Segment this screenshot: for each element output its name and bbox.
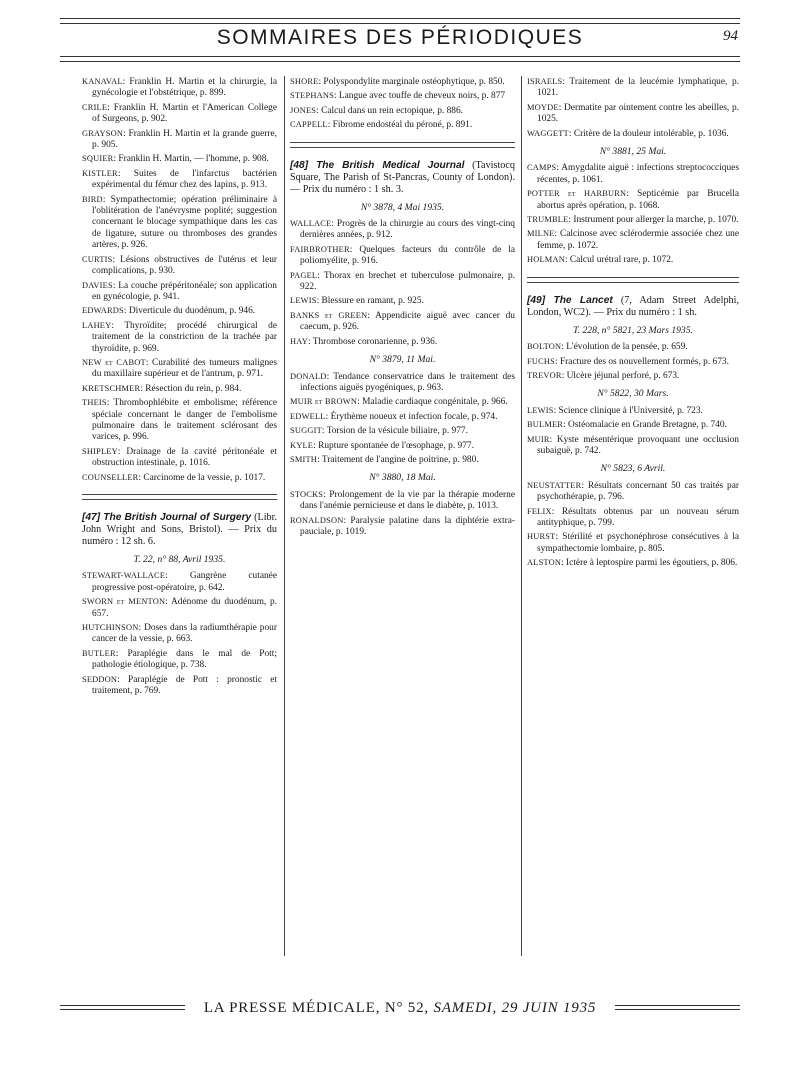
index-entry bbox=[82, 622, 277, 646]
entry-text: : Drainage de la cavité péritonéale et obstruction intestinale, p. 1016. bbox=[92, 446, 277, 469]
entry-text: : Résultats concernant 50 cas traités par psychothérapie, p. 796. bbox=[537, 480, 739, 503]
journal-heading-49 bbox=[527, 295, 739, 319]
index-entry bbox=[527, 254, 739, 266]
entry-text: : Paraplégie de Pott : pronostic et traitement, p. 769. bbox=[92, 674, 277, 697]
col2-entries-mid1 bbox=[290, 218, 515, 348]
index-entry bbox=[527, 531, 739, 555]
index-entry bbox=[527, 506, 739, 530]
entry-author: STEPHANS bbox=[290, 91, 334, 101]
entry-author: DAVIES bbox=[82, 280, 113, 290]
header-top-rule bbox=[60, 18, 740, 24]
entry-author: LEWIS bbox=[527, 405, 554, 415]
entry-text: : Thyroïdite; procédé chirurgical de traitement de la constriction de la trachée par thyroïdite, p. 969. bbox=[92, 320, 277, 354]
index-entry bbox=[527, 370, 739, 382]
entry-text: : Érythème noueux et infection focale, p. 974. bbox=[325, 411, 498, 422]
entry-author: EDWELL bbox=[290, 411, 326, 421]
index-entry bbox=[82, 674, 277, 698]
issue-heading: T. 22, n° 88, Avril 1935. bbox=[133, 554, 226, 565]
section-separator bbox=[82, 494, 277, 500]
index-entry bbox=[290, 90, 515, 102]
entry-text: : Amygdalite aiguë : infections streptococciques récentes, p. 1061. bbox=[537, 163, 739, 185]
index-entry bbox=[527, 341, 739, 353]
entry-author: SMITH bbox=[290, 454, 318, 464]
entry-author: COUNSELLER bbox=[82, 472, 139, 482]
entry-text: : Traitement de l'angine de poitrine, p. 980. bbox=[317, 454, 479, 465]
entry-text: : Curabilité des tumeurs malignes du maxillaire supérieur et de l'antrum, p. 971. bbox=[92, 357, 277, 380]
index-entry bbox=[527, 405, 739, 417]
entry-author: TREVOR bbox=[527, 370, 562, 380]
entry-text: : Fibrome endostéal du péroné, p. 891. bbox=[327, 120, 473, 131]
entry-author: CAMPS bbox=[527, 163, 557, 173]
col1-entries-top bbox=[82, 76, 277, 484]
index-entry bbox=[82, 596, 277, 620]
entry-author: JONES bbox=[290, 105, 317, 115]
entry-text: : Thorax en brechet et tuberculose pulmonaire, p. 922. bbox=[300, 270, 515, 293]
entry-author: ALSTON bbox=[527, 558, 562, 568]
entry-author: WAGGETT bbox=[527, 128, 569, 138]
col2-entries-top bbox=[290, 76, 515, 132]
journal-details: (Libr. John Wright and Sons, Bristol). — Prix du numéro : 12 sh. 6. bbox=[82, 512, 277, 547]
column-3 bbox=[527, 76, 739, 572]
index-entry bbox=[290, 489, 515, 513]
entry-author: PAGEL bbox=[290, 270, 318, 280]
index-entry bbox=[527, 419, 739, 431]
entry-text: : Langue avec touffe de cheveux noirs, p. 877 bbox=[333, 91, 506, 102]
issue-heading: N° 5823, 6 Avril. bbox=[600, 463, 666, 475]
entry-author: STOCKS bbox=[290, 489, 324, 499]
index-entry bbox=[527, 356, 739, 368]
index-entry bbox=[290, 295, 515, 307]
entry-author: MILNE bbox=[527, 229, 555, 239]
index-entry bbox=[527, 434, 739, 458]
entry-text: : Blessure en ramant, p. 925. bbox=[316, 296, 424, 307]
entry-text: : Adénome du duodénum, p. 657. bbox=[92, 597, 277, 619]
entry-author: KRETSCHMER bbox=[82, 383, 141, 393]
col3-entries-mid1 bbox=[527, 162, 739, 266]
section-separator bbox=[527, 277, 739, 283]
entry-text: : Septicémie par Brucella abortus après opération, p. 1068. bbox=[537, 189, 739, 211]
col1-entries-bottom bbox=[82, 570, 277, 697]
entry-author: SUGGIT bbox=[290, 426, 322, 436]
entry-text: : Maladie cardiaque congénitale, p. 966. bbox=[357, 397, 508, 408]
index-entry bbox=[527, 557, 739, 569]
index-entry bbox=[82, 648, 277, 672]
column-2 bbox=[290, 76, 515, 540]
col2-entries-bottom bbox=[290, 489, 515, 539]
index-entry bbox=[527, 128, 739, 140]
entry-text: : Carcinome de la vessie, p. 1017. bbox=[138, 472, 266, 483]
issue-heading: N° 3879, 11 Mai. bbox=[369, 354, 436, 366]
index-entry bbox=[290, 454, 515, 466]
entry-author: TRUMBLE bbox=[527, 215, 569, 225]
entry-text: : Rupture spontanée de l'œsophage, p. 977. bbox=[313, 440, 474, 451]
entry-text: : L'évolution de la pensée, p. 659. bbox=[561, 342, 688, 353]
entry-text: : Appendicite aiguë avec cancer du caecum, p. 926. bbox=[300, 310, 515, 333]
index-entry bbox=[290, 396, 515, 408]
journal-name: [49] The Lancet bbox=[527, 294, 613, 306]
issue-heading: N° 3881, 25 Mai. bbox=[599, 146, 667, 158]
entry-author: FAIRBROTHER bbox=[290, 244, 350, 254]
entry-author: MUIR bbox=[527, 434, 550, 444]
entry-author: HOLMAN bbox=[527, 255, 565, 265]
entry-text: : Gangrène cutanée progressive post-opératoire, p. 642. bbox=[92, 571, 277, 593]
entry-author: KISTLER bbox=[82, 168, 118, 178]
index-entry bbox=[527, 188, 739, 212]
entry-author: HURST bbox=[527, 532, 556, 542]
journal-heading-47 bbox=[82, 512, 277, 548]
index-entry bbox=[527, 214, 739, 226]
entry-author: EDWARDS bbox=[82, 306, 124, 316]
entry-author: POTTER et HARBURN bbox=[527, 189, 627, 199]
footer-publication: LA PRESSE MÉDICALE, N° 52, bbox=[203, 1000, 429, 1016]
entry-text: : Kyste mésentérique provoquant une occlusion subaiguë, p. 742. bbox=[537, 434, 739, 456]
entry-text: : Paraplégie dans le mal de Pott; pathologie étiologique, p. 738. bbox=[92, 648, 277, 671]
entry-text: : Quelques facteurs du contrôle de la poliomyélite, p. 916. bbox=[300, 244, 515, 267]
entry-text: : Résultats obtenus par un nouveau sérum antityphique, p. 799. bbox=[537, 506, 739, 528]
index-entry bbox=[82, 254, 277, 278]
journal-name: [48] The British Medical Journal bbox=[290, 159, 465, 171]
entry-text: : Dermatite par ointement contre les abeilles, p. 1025. bbox=[537, 102, 739, 125]
entry-author: BOLTON bbox=[527, 342, 562, 352]
entry-text: : Traitement de la leucémie lymphatique, p. 1021. bbox=[537, 77, 739, 99]
section-separator bbox=[290, 142, 515, 148]
index-entry bbox=[527, 102, 739, 126]
journal-details: (7, Adam Street Adelphi, London, WC2). — Prix du numéro : 1 sh. bbox=[527, 294, 740, 318]
entry-text: : Tendance conservatrice dans le traitement des infections aiguës pyogéniques, p. 963. bbox=[300, 371, 515, 393]
page-number: 94 bbox=[723, 28, 738, 44]
index-entry bbox=[290, 270, 515, 294]
entry-text: : Franklin H. Martin et l'American College of Surgeons, p. 902. bbox=[92, 102, 277, 125]
entry-author: CURTIS bbox=[82, 254, 113, 264]
entry-text: : Thrombophlébite et embolisme; référence spéciale concernant le danger de l'embolisme pulmonaire dans le traitement sclérosant des varices, p. 996. bbox=[92, 398, 277, 443]
entry-author: FELIX bbox=[527, 506, 552, 516]
index-entry bbox=[290, 440, 515, 452]
issue-heading: N° 3880, 18 Mai. bbox=[369, 472, 436, 484]
index-entry bbox=[527, 228, 739, 252]
index-entry bbox=[290, 310, 515, 334]
header-bottom-rule bbox=[60, 56, 740, 62]
journal-details: (Tavistocq Square, The Parish of St-Pancras, County of London). — Prix du numéro : 1 sh. 3. bbox=[290, 159, 515, 195]
entry-text: : Franklin H. Martin et la chirurgie, la gynécologie et l'obstétrique, p. 899. bbox=[92, 77, 277, 99]
index-entry bbox=[82, 446, 277, 470]
entry-text: : Fracture des os nouvellement formés, p. 673. bbox=[555, 356, 729, 367]
column-divider-1 bbox=[284, 76, 285, 956]
index-entry bbox=[82, 357, 277, 381]
index-entry bbox=[82, 153, 277, 165]
entry-author: SEDDON bbox=[82, 674, 118, 684]
entry-text: : Suites de l'infarctus bactérien expérimental du fémur chez des lapins, p. 913. bbox=[92, 168, 277, 191]
entry-author: DONALD bbox=[290, 371, 327, 381]
entry-author: ISRAELS bbox=[527, 77, 563, 86]
index-entry bbox=[82, 280, 277, 304]
issue-heading: T. 228, n° 5821, 23 Mars 1935. bbox=[573, 324, 693, 336]
page-title: SOMMAIRES DES PÉRIODIQUES bbox=[216, 26, 584, 49]
index-entry bbox=[82, 194, 277, 252]
col3-entries-top bbox=[527, 76, 739, 140]
entry-author: STEWART-WALLACE bbox=[82, 571, 166, 581]
index-entry bbox=[290, 411, 515, 423]
entry-author: HUTCHINSON bbox=[82, 623, 139, 633]
index-entry bbox=[290, 425, 515, 437]
entry-author: SQUIER bbox=[82, 154, 114, 164]
index-entry bbox=[290, 244, 515, 268]
col3-entries-mid2 bbox=[527, 341, 739, 382]
entry-text: : Science clinique à l'Université, p. 723. bbox=[553, 405, 703, 416]
index-entry bbox=[527, 480, 739, 504]
entry-text: : Polyspondylite marginale ostéophytique, p. 850. bbox=[318, 77, 505, 87]
journal-name: [47] The British Journal of Surgery bbox=[82, 512, 252, 523]
entry-author: SHIPLEY bbox=[82, 446, 118, 456]
index-entry bbox=[82, 102, 277, 126]
entry-author: BANKS et GREEN bbox=[290, 310, 368, 320]
entry-text: : Ictère à leptospire parmi les égoutiers, p. 806. bbox=[561, 558, 738, 569]
entry-text: : Thrombose coronarienne, p. 936. bbox=[307, 336, 438, 347]
entry-author: LAHEY bbox=[82, 320, 112, 330]
entry-author: LEWIS bbox=[290, 296, 317, 306]
entry-text: : Stérilité et psychonéphrose consécutives à la sympathectomie lombaire, p. 805. bbox=[537, 532, 739, 554]
entry-text: : Instrument pour allerger la marche, p. 1070. bbox=[568, 215, 739, 226]
index-entry bbox=[290, 336, 515, 348]
entry-author: MOYDE bbox=[527, 102, 559, 112]
entry-author: BULMER bbox=[527, 420, 564, 430]
entry-text: : Ulcère jéjunal perforé, p. 673. bbox=[561, 370, 680, 381]
entry-author: GRAYSON bbox=[82, 128, 124, 138]
column-1 bbox=[82, 76, 277, 699]
index-entry bbox=[290, 119, 515, 131]
index-entry bbox=[527, 76, 739, 100]
entry-author: CRILE bbox=[82, 102, 108, 112]
entry-author: SHORE bbox=[290, 77, 319, 86]
index-entry bbox=[82, 168, 277, 192]
entry-author: SWORN et MENTON bbox=[82, 597, 166, 607]
index-entry bbox=[82, 472, 277, 484]
entry-text: : Calcul dans un rein ectopique, p. 886. bbox=[316, 105, 463, 116]
entry-author: RONALDSON bbox=[290, 515, 344, 525]
entry-text: : Progrès de la chirurgie au cours des vingt-cinq dernières années, p. 912. bbox=[300, 219, 515, 241]
entry-text: : Sympathectomie; opération préliminaire à l'oblitération de l'anévrysme poplité; suggestion concernant le blocage sympathique dans les cas de ligature, suture ou thromboses des grandes artères, p. 926. bbox=[92, 194, 277, 251]
entry-author: KANAVAL bbox=[82, 77, 123, 86]
entry-author: NEUSTATTER bbox=[527, 480, 582, 490]
entry-text: : La couche prépéritonéale; son application en gynécologie, p. 941. bbox=[92, 280, 277, 302]
page-footer bbox=[0, 1000, 800, 1017]
index-entry bbox=[82, 76, 277, 100]
entry-author: MUIR et BROWN bbox=[290, 397, 358, 407]
col3-entries-mid3 bbox=[527, 405, 739, 458]
index-entry bbox=[290, 76, 515, 88]
entry-text: : Franklin H. Martin, — l'homme, p. 908. bbox=[113, 154, 269, 165]
index-entry bbox=[290, 105, 515, 117]
index-entry bbox=[82, 320, 277, 355]
entry-author: BIRD bbox=[82, 194, 103, 204]
entry-text: : Ostéomalacie en Grande Bretagne, p. 740. bbox=[563, 420, 727, 431]
entry-author: KYLE bbox=[290, 440, 314, 450]
journal-heading-48 bbox=[290, 160, 515, 196]
entry-text: : Diverticule du duodénum, p. 946. bbox=[123, 306, 256, 317]
index-entry bbox=[82, 383, 277, 395]
entry-text: : Critère de la douleur intolérable, p. 1036. bbox=[568, 128, 729, 139]
entry-text: : Franklin H. Martin et la grande guerre, p. 905. bbox=[92, 128, 277, 151]
entry-author: WALLACE bbox=[290, 219, 332, 229]
entry-text: : Calcinose avec sclérodermie associée chez une femme, p. 1072. bbox=[537, 229, 739, 251]
column-divider-2 bbox=[521, 76, 522, 956]
entry-author: BUTLER bbox=[82, 648, 116, 658]
entry-author: CAPPELL bbox=[290, 120, 328, 130]
col3-entries-bottom bbox=[527, 480, 739, 570]
index-entry bbox=[82, 570, 277, 594]
entry-text: : Lésions obstructives de l'utérus et leur complications, p. 930. bbox=[92, 254, 277, 277]
entry-text: : Résection du rein, p. 984. bbox=[140, 383, 242, 394]
entry-text: : Torsion de la vésicule biliaire, p. 977. bbox=[321, 426, 468, 437]
entry-author: NEW et CABOT bbox=[82, 357, 146, 367]
footer-date: SAMEDI, 29 JUIN 1935 bbox=[433, 1000, 597, 1016]
index-entry bbox=[82, 397, 277, 444]
entry-text: : Prolongement de la vie par la thérapie moderne dans l'anémie pernicieuse et dans le diabète, p. 1013. bbox=[300, 489, 515, 512]
entry-text: : Calcul urétral rare, p. 1072. bbox=[564, 255, 674, 266]
index-entry bbox=[527, 162, 739, 186]
index-entry bbox=[290, 371, 515, 395]
entry-author: FUCHS bbox=[527, 356, 555, 366]
index-entry bbox=[290, 515, 515, 539]
index-entry bbox=[290, 218, 515, 242]
index-entry bbox=[82, 128, 277, 152]
index-entry bbox=[82, 305, 277, 317]
issue-heading: N° 5822, 30 Mars. bbox=[597, 388, 669, 400]
issue-heading: N° 3878, 4 Mai 1935. bbox=[360, 201, 445, 213]
entry-text: : Doses dans la radiumthérapie pour cancer de la vessie, p. 663. bbox=[92, 623, 277, 645]
entry-author: THEIS bbox=[82, 398, 107, 408]
col2-entries-mid2 bbox=[290, 371, 515, 467]
entry-text: : Paralysie palatine dans la diphtérie extra-pauciale, p. 1019. bbox=[300, 515, 515, 537]
entry-author: HAY bbox=[290, 336, 308, 346]
